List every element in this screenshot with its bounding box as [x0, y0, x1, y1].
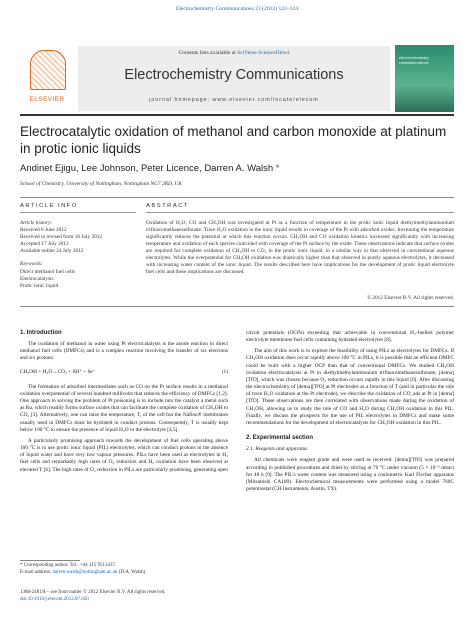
authors: Andinet Ejigu, Lee Johnson, Peter Licence, Darren A. Walsh: [20, 163, 274, 174]
info-divider: [20, 212, 136, 213]
corresponding-author-mark[interactable]: *: [275, 163, 280, 174]
history-item: Received in revised form 16 July 2012: [20, 234, 103, 241]
abstract-text: Oxidation of H₂O, CO and CH₃OH was investigated at Pt as a function of temperature in the protic ionic liquid diethylmethylammonium trifluoromethanesulfonate. Trace H₂O oxidation in the ionic liquid results in coverage of the Pt with adsorbed oxides. Increasing the temperature significantly reduces the potential at which this reaction occurs. CH₃OH and CO oxidation kinetics increased significantly with increasing temperature and oxidation of each species coincided with coverage of the Pt surface by the oxide. These observations indicate that surface oxides are required for complete oxidation of CH₃OH to CO₂ in the protic ionic liquid, in a similar way to that observed in conventional aqueous electrolytes. While the overpotential for CH₃OH oxidation was drastically higher than that observed in purely aqueous electrolytes, it decreased with increasing water content of the ionic liquid. The results described here have implications for the development of protic liquid electrolyte fuel cells and these implications are discussed.: [146, 220, 454, 276]
experimental-title: 2. Experimental section: [246, 435, 314, 442]
paragraph: All chemicals were reagent grade and were used as received. [dema][TfO] was prepared according to published procedures and dried by stirring at 70 °C under vacuum (5 × 10⁻² mbar) for 48 h [9]. The PIL's water content was measured using a coulometric Karl Fischer apparatus (Mitsubishi CA100). Electrochemical measurements were performed using a model 760C potentiostat (CH Instruments, Austin, TX).: [246, 457, 454, 492]
history-item: Received 6 June 2012: [20, 227, 67, 234]
publisher-name: ELSEVIER: [29, 96, 65, 103]
body-divider: [20, 306, 454, 307]
contents-prefix: Contents lists available at: [178, 50, 238, 56]
cover-title: electrochemistry communications: [399, 55, 429, 66]
paragraph: The formation of adsorbed intermediates such as CO on the Pt surface results in a methanol oxidation overpotential of several hundred millivolts that reduces the efficiency of DMFCs [1,2]. One approach to solving the problem of Pt poisoning is to include into the catalyst a metal such as Ru, which readily forms surface oxides that can facilitate the complete oxidation of CH₃OH to CO₂ [3]. Alternatively, one can raise the temperature, T, of the cell but the Nafion® membranes usually used in DMFCs must be hydrated to conduct protons. Consequently, T is usually kept below 100 °C to ensure the presence of liquid H₂O in the electrolyte [4,5].: [20, 383, 228, 433]
abstract-heading: ABSTRACT: [146, 203, 189, 209]
article-info: [20, 220, 138, 290]
paragraph: The aim of this work is to explore the feasibility of using PILs as electrolytes for DMFCs. If CH₃OH oxidation does occur rapidly above 100 °C in PILs, it is possible that an efficient DMFC could be built with a higher OCP than that of conventional DMFCs. We studied CH₃OH oxidation electrocatalysis at Pt in diethylmethylammonium trifluoromethanesulfonate, [dema][TfO], which was chosen because O₂ reduction occurs rapidly in this liquid [6]. After discussing the electrochemistry of [dema][TfO] at Pt electrodes as a function of T (and in particular the role of trace H₂O oxidation at the Pt electrode), we describe the oxidation of CO_ads at Pt in [dema][TfO]. These observations are then correlated with observations made during the oxidation of CH₃OH, allowing us to study the role of CO and H₂O during CH₃OH oxidation in this PIL. Finally, we discuss the prospects for the use of PIL electrolytes in DMFCs and make some recommendations for the development of electrocatalysts for CH₃OH oxidation in this PIL.: [246, 348, 454, 426]
article-info-heading: ARTICLE INFO: [20, 203, 78, 209]
abstract-divider: [146, 212, 454, 213]
equation-expression: CH₃OH + H₂O→CO₂ + 6H⁺ + 6e⁻: [20, 368, 96, 375]
keyword: Protic ionic liquid: [20, 282, 59, 289]
paragraph: The oxidation of methanol in water using Pt electrocatalysts is the anode reaction in direct methanol fuel cells (DMFCs) and is a complex reaction involving the transfer of six electrons and six protons:: [20, 341, 228, 362]
equation-number: (1): [221, 368, 228, 375]
elsevier-tree-icon: [30, 50, 66, 90]
article-title: Electrocatalytic oxidation of methanol and carbon monoxide at platinum in protic ionic liquids: [20, 124, 447, 156]
left-column: [20, 330, 228, 478]
paragraph: circuit potentials (OCPs) exceeding that achievable in conventional H₂-fuelled polymer electrolyte membrane fuel cells containing hydrated electrolytes [8].: [246, 330, 454, 344]
keyword: Direct methanol fuel cells: [20, 268, 75, 275]
email-label: E-mail address:: [20, 569, 53, 575]
keywords-title: Keywords:: [20, 261, 43, 268]
doi-link[interactable]: doi:10.1016/j.elecom.2012.07.020: [20, 596, 89, 602]
corresponding-author-note: * Corresponding author. Tel.: +44 115 9513437.: [20, 563, 117, 568]
journal-title: Electrochemistry Communications: [124, 67, 344, 83]
email-line: [20, 570, 230, 577]
header-divider: [20, 114, 454, 116]
history-item: Accepted 17 July 2012: [20, 241, 69, 248]
reagents-subtitle: 2.1. Reagents and apparatus: [246, 446, 308, 453]
copyright: © 2012 Elsevier B.V. All rights reserved.: [366, 295, 454, 301]
email-link[interactable]: darren.walsh@nottingham.ac.uk: [52, 569, 118, 575]
issn-info: [20, 590, 270, 603]
equation: [20, 369, 228, 376]
paragraph: A particularly promising approach towards the development of fuel cells operating above 100 °C is to use protic ionic liquid (PIL) electrolytes, which can conduct protons in the absence of liquid water and have very low vapour pressures. PILs have been used as electrolytes in H₂ fuel cells and remarkably high rates of O₂ reduction and H₂ oxidation have been observed at elevated T [6]. The high rates of O₂ reduction in PILs are particularly promising, generating open: [20, 437, 228, 473]
keyword: Electrocatalysis: [20, 275, 54, 282]
affiliation: School of Chemistry, University of Nottingham, Nottingham NG7 2RD, UK: [20, 181, 183, 187]
sciencedirect-link[interactable]: SciVerse ScienceDirect: [237, 50, 290, 56]
journal-citation[interactable]: Electrochemistry Communications 23 (2012) 122–124: [175, 6, 299, 12]
history-item: Available online 24 July 2012: [20, 248, 84, 255]
introduction-title: 1. Introduction: [20, 330, 62, 336]
journal-homepage[interactable]: journal homepage: www.elsevier.com/locate/elecom: [149, 97, 319, 103]
history-title: Article history:: [20, 220, 53, 226]
footnote-divider: [20, 560, 80, 561]
right-column: [246, 330, 454, 497]
contents-availability: [78, 50, 390, 56]
issn-line: 1388-2481/$ – see front matter © 2012 Elsevier B.V. All rights reserved.: [20, 590, 166, 595]
section-divider: [20, 197, 454, 198]
footnote: [20, 563, 230, 576]
journal-cover-image: [395, 45, 454, 112]
email-suffix: (D.A. Walsh).: [117, 569, 147, 575]
author-list: [20, 163, 460, 174]
elsevier-logo: [22, 48, 72, 106]
